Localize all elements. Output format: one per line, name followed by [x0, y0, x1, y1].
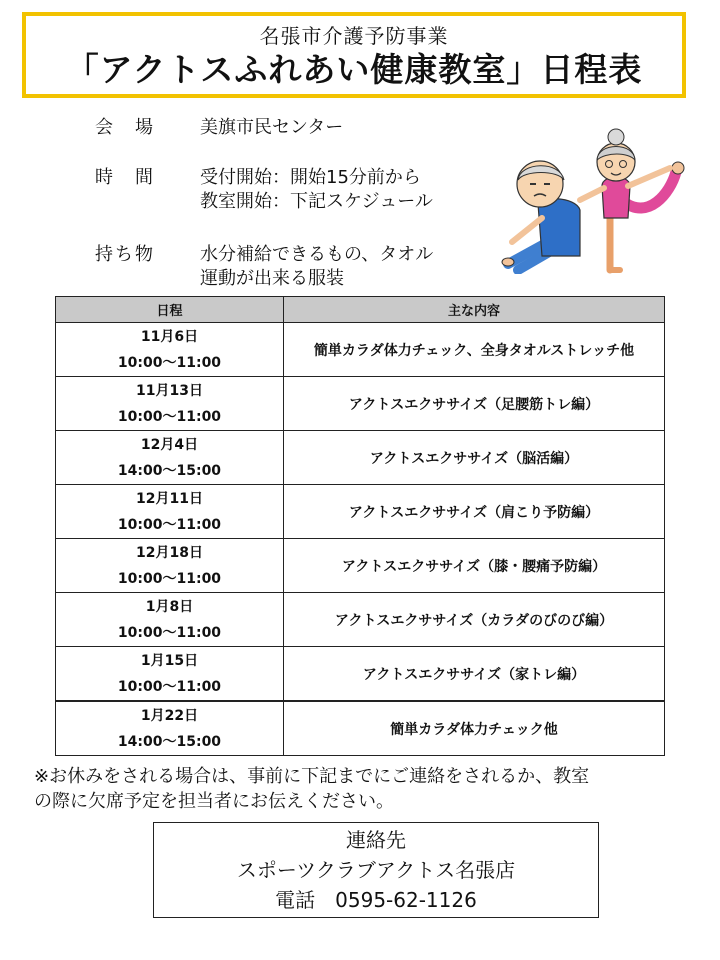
venue-value: 美旗市民センター: [200, 117, 344, 138]
header-content: 主な内容: [284, 297, 665, 323]
date-cell: [56, 701, 284, 756]
table-row: [56, 647, 665, 702]
date: 12月11日: [136, 490, 203, 507]
items-label: 持ち物: [95, 244, 155, 265]
table-row: [56, 593, 665, 647]
content-cell: アクトスエクササイズ（カラダのびのび編）: [284, 593, 665, 647]
table-row: [56, 431, 665, 485]
table-row: [56, 377, 665, 431]
time: 14:00～15:00: [117, 733, 222, 750]
date: 1月15日: [140, 652, 199, 669]
table-row: [56, 539, 665, 593]
date-cell: [56, 485, 284, 539]
content-cell: アクトスエクササイズ（肩こり予防編）: [284, 485, 665, 539]
header-date: 日程: [56, 297, 284, 323]
page-subtitle: 名張市介護予防事業: [259, 24, 449, 48]
time-value-start: 教室開始：下記スケジュール: [200, 191, 433, 212]
time: 10:00～11:00: [117, 408, 222, 425]
time: 14:00～15:00: [117, 462, 222, 479]
items-value-1: 水分補給できるもの、タオル: [200, 244, 434, 265]
exercise-illustration: [498, 124, 688, 274]
date: 12月18日: [136, 544, 203, 561]
date-cell: [56, 377, 284, 431]
date: 1月22日: [140, 707, 199, 724]
contact-phone: 電話 0595-62-1126: [275, 888, 477, 912]
content-cell: アクトスエクササイズ（脳活編）: [284, 431, 665, 485]
table-row: [56, 701, 665, 756]
contact-box: [153, 822, 599, 918]
date: 11月6日: [140, 328, 199, 345]
schedule-table: [55, 296, 665, 756]
table-row: [56, 485, 665, 539]
date-cell: [56, 539, 284, 593]
time: 10:00～11:00: [117, 678, 222, 695]
content-cell: アクトスエクササイズ（足腰筋トレ編）: [284, 377, 665, 431]
date: 12月4日: [140, 436, 199, 453]
content-cell: 簡単カラダ体力チェック他: [284, 701, 665, 756]
absence-note-line-2: の際に欠席予定を担当者にお伝えください。: [34, 791, 394, 812]
time: 10:00～11:00: [117, 516, 222, 533]
absence-note-line-1: ※お休みをされる場合は、事前に下記までにご連絡をされるか、教室: [34, 766, 590, 787]
content-cell: アクトスエクササイズ（膝・腰痛予防編）: [284, 539, 665, 593]
date-cell: [56, 431, 284, 485]
time: 10:00～11:00: [117, 570, 222, 587]
date: 1月8日: [145, 598, 194, 615]
grandma-figure: [580, 129, 684, 270]
contact-heading: 連絡先: [346, 828, 406, 852]
page-title: 「アクトスふれあい健康教室」日程表: [65, 50, 643, 89]
venue-label: 会 場: [95, 117, 155, 138]
content-cell: 簡単カラダ体力チェック、全身タオルストレッチ他: [284, 323, 665, 377]
title-box: [22, 12, 686, 98]
table-row: [56, 323, 665, 377]
date: 11月13日: [136, 382, 203, 399]
date-cell: [56, 647, 284, 702]
table-header-row: [56, 297, 665, 323]
time-label: 時 間: [95, 167, 155, 188]
grandpa-figure: [502, 161, 580, 270]
time-value-reception: 受付開始：開始15分前から: [200, 167, 421, 188]
date-cell: [56, 323, 284, 377]
date-cell: [56, 593, 284, 647]
time: 10:00～11:00: [117, 354, 222, 371]
absence-note: [34, 764, 704, 814]
contact-name: スポーツクラブアクトス名張店: [236, 858, 516, 882]
content-cell: アクトスエクササイズ（家トレ編）: [284, 647, 665, 702]
time: 10:00～11:00: [117, 624, 222, 641]
items-value-2: 運動が出来る服装: [200, 268, 344, 289]
